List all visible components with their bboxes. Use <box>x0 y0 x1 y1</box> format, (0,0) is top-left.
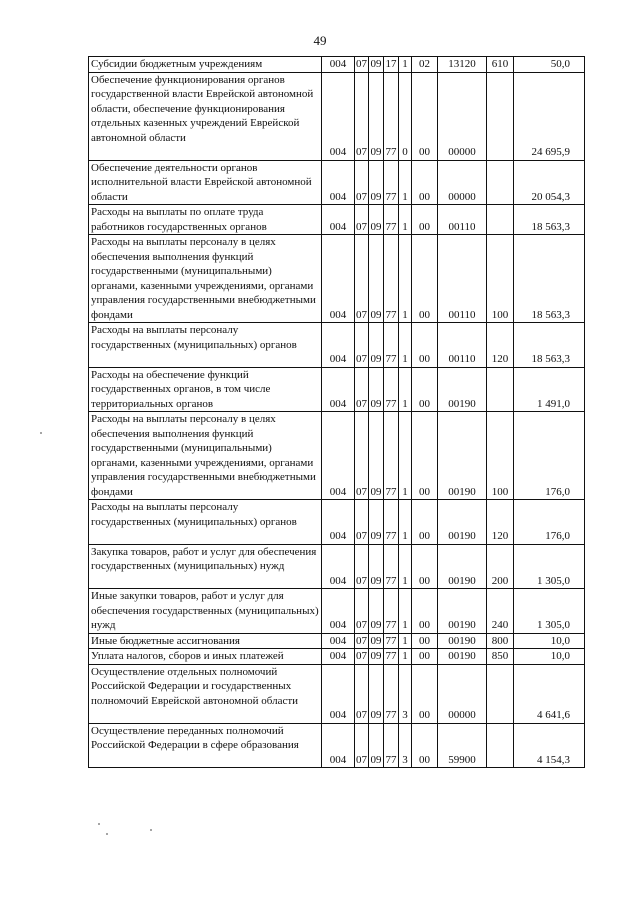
code-subprogram: 0 <box>399 72 412 160</box>
code-subprogram: 1 <box>399 649 412 665</box>
code-group: 00 <box>412 235 438 323</box>
code-admin: 004 <box>322 633 355 649</box>
code-subsection: 09 <box>369 589 384 634</box>
scan-speck <box>106 833 108 835</box>
code-subprogram: 1 <box>399 57 412 73</box>
code-program: 77 <box>384 235 399 323</box>
code-program: 77 <box>384 589 399 634</box>
row-name <box>89 57 322 73</box>
amount: 4 154,3 <box>514 723 585 768</box>
row-name <box>89 72 322 160</box>
code-subsection: 09 <box>369 367 384 412</box>
code-subsection: 09 <box>369 205 384 235</box>
code-subprogram: 1 <box>399 589 412 634</box>
row-name-text: Расходы на выплаты по оплате труда работников государственных органов <box>91 206 267 233</box>
row-name <box>89 649 322 665</box>
code-program: 77 <box>384 72 399 160</box>
table-row <box>89 57 585 73</box>
code-group: 00 <box>412 412 438 500</box>
row-name <box>89 235 322 323</box>
code-program: 17 <box>385 58 397 70</box>
code-subprogram: 1 <box>399 412 412 500</box>
table-row <box>89 589 585 634</box>
code-group: 00 <box>412 367 438 412</box>
code-subprogram: 1 <box>399 235 412 323</box>
row-name <box>89 664 322 723</box>
code-admin: 004 <box>322 589 355 634</box>
table-row <box>89 723 585 768</box>
code-expense-type: 240 <box>487 589 514 634</box>
scan-speck <box>40 432 42 434</box>
code-admin: 004 <box>322 160 355 205</box>
code-subsection: 09 <box>369 664 384 723</box>
code-section: 07 <box>356 650 367 662</box>
amount: 20 054,3 <box>514 160 585 205</box>
code-group: 00 <box>412 160 438 205</box>
row-name <box>89 367 322 412</box>
row-name-text: Обеспечение деятельности органов исполнительной власти Еврейской автономной области <box>91 161 312 203</box>
code-group: 00 <box>412 589 438 634</box>
code-subsection: 09 <box>369 412 384 500</box>
code-subsection: 09 <box>369 544 384 589</box>
code-program: 77 <box>384 367 399 412</box>
code-expense-type <box>487 160 514 205</box>
table-row <box>89 160 585 205</box>
row-name <box>89 633 322 649</box>
row-name <box>89 205 322 235</box>
table-row <box>89 235 585 323</box>
code-direction: 00190 <box>438 649 487 665</box>
table-row <box>89 323 585 368</box>
code-program: 77 <box>385 634 397 647</box>
code-direction: 00000 <box>438 72 487 160</box>
row-name-text: Осуществление переданных полномочий Российской Федерации в сфере образования <box>91 724 299 751</box>
code-section: 07 <box>356 634 367 647</box>
code-direction: 00190 <box>438 544 487 589</box>
code-section: 07 <box>355 235 369 323</box>
code-group: 00 <box>412 500 438 545</box>
code-section: 07 <box>355 160 369 205</box>
code-program: 77 <box>384 323 399 368</box>
code-subsection: 09 <box>369 72 384 160</box>
row-name <box>89 323 322 368</box>
code-subsection: 09 <box>370 650 382 662</box>
table-row <box>89 664 585 723</box>
code-expense-type <box>487 664 514 723</box>
code-section: 07 <box>356 58 367 70</box>
code-expense-type <box>487 72 514 160</box>
code-group: 00 <box>412 633 438 649</box>
amount: 18 563,3 <box>514 323 585 368</box>
amount: 176,0 <box>514 500 585 545</box>
code-direction: 00190 <box>438 367 487 412</box>
code-direction: 59900 <box>438 723 487 768</box>
code-group: 02 <box>412 57 438 73</box>
code-expense-type: 100 <box>487 235 514 323</box>
page-number: 49 <box>313 33 327 48</box>
code-program: 77 <box>384 723 399 768</box>
code-group: 00 <box>412 664 438 723</box>
table-row <box>89 500 585 545</box>
row-name-text: Расходы на выплаты персоналу государственных (муниципальных) органов <box>91 324 297 351</box>
code-direction: 00110 <box>438 323 487 368</box>
code-group: 00 <box>412 544 438 589</box>
code-direction: 00000 <box>438 160 487 205</box>
code-subsection: 09 <box>369 235 384 323</box>
amount: 24 695,9 <box>514 72 585 160</box>
code-direction: 00190 <box>438 633 487 649</box>
code-subprogram: 1 <box>399 160 412 205</box>
code-expense-type <box>487 205 514 235</box>
code-expense-type: 120 <box>487 500 514 545</box>
table-row <box>89 367 585 412</box>
amount: 1 305,0 <box>514 589 585 634</box>
row-name-text: Расходы на обеспечение функций государственных органов, в том числе территориальных органов <box>91 368 271 410</box>
code-admin: 004 <box>322 57 355 73</box>
code-expense-type <box>487 723 514 768</box>
table-row <box>89 72 585 160</box>
code-expense-type: 610 <box>487 57 514 73</box>
code-subsection: 09 <box>369 723 384 768</box>
code-direction: 00190 <box>438 500 487 545</box>
code-subprogram: 1 <box>399 633 412 649</box>
code-expense-type <box>487 367 514 412</box>
code-section: 07 <box>355 589 369 634</box>
code-expense-type: 120 <box>487 323 514 368</box>
code-admin: 004 <box>322 412 355 500</box>
code-program: 77 <box>384 412 399 500</box>
code-section: 07 <box>355 72 369 160</box>
code-admin: 004 <box>322 235 355 323</box>
row-name-text: Осуществление отдельных полномочий Российской Федерации и государственных полномочий Еврейской автономной области <box>91 665 299 707</box>
table-row <box>89 649 585 665</box>
code-admin: 004 <box>322 649 355 665</box>
code-admin: 004 <box>322 664 355 723</box>
code-subsection: 09 <box>369 323 384 368</box>
row-name <box>89 500 322 545</box>
code-subsection: 09 <box>370 634 382 647</box>
row-name-text: Уплата налогов, сборов и иных платежей <box>91 650 284 662</box>
code-section: 07 <box>355 664 369 723</box>
code-direction: 00110 <box>438 235 487 323</box>
code-subprogram: 1 <box>399 205 412 235</box>
row-name-text: Иные закупки товаров, работ и услуг для обеспечения государственных (муниципальных) нужд <box>91 590 319 631</box>
code-admin: 004 <box>322 205 355 235</box>
code-subsection: 09 <box>370 58 382 70</box>
row-name-text: Закупка товаров, работ и услуг для обеспечения государственных (муниципальных) нужд <box>91 545 317 572</box>
code-section: 07 <box>355 205 369 235</box>
code-subprogram: 1 <box>399 367 412 412</box>
code-subsection: 09 <box>369 500 384 545</box>
code-expense-type: 800 <box>487 633 514 649</box>
amount: 1 491,0 <box>514 367 585 412</box>
code-group: 00 <box>412 649 438 665</box>
code-admin: 004 <box>322 500 355 545</box>
code-admin: 004 <box>322 723 355 768</box>
code-expense-type: 200 <box>487 544 514 589</box>
row-name-text: Обеспечение функционирования органов государственной власти Еврейской автономной области, обеспечение функционирования отдельных казенных учреждений Еврейской автономной области <box>91 73 314 144</box>
code-admin: 004 <box>322 72 355 160</box>
scan-speck <box>98 823 100 825</box>
code-subprogram: 3 <box>399 664 412 723</box>
amount: 1 305,0 <box>514 544 585 589</box>
code-direction: 00190 <box>438 412 487 500</box>
code-group: 00 <box>412 205 438 235</box>
code-section: 07 <box>355 500 369 545</box>
code-program: 77 <box>384 544 399 589</box>
row-name <box>89 589 322 634</box>
amount: 176,0 <box>514 412 585 500</box>
code-program: 77 <box>384 205 399 235</box>
row-name-text: Расходы на выплаты персоналу государственных (муниципальных) органов <box>91 501 297 528</box>
code-program: 77 <box>384 664 399 723</box>
amount: 18 563,3 <box>514 235 585 323</box>
code-expense-type: 100 <box>487 412 514 500</box>
code-subprogram: 3 <box>399 723 412 768</box>
row-name-text: Иные бюджетные ассигнования <box>91 634 240 647</box>
code-group: 00 <box>412 72 438 160</box>
code-admin: 004 <box>322 367 355 412</box>
code-direction: 00000 <box>438 664 487 723</box>
code-section: 07 <box>355 544 369 589</box>
amount: 50,0 <box>514 57 585 73</box>
code-subsection: 09 <box>369 160 384 205</box>
code-subprogram: 1 <box>399 544 412 589</box>
row-name <box>89 412 322 500</box>
row-name-text: Расходы на выплаты персоналу в целях обеспечения выполнения функций государственными (муниципальными) органами, казенными учреждениями, органами управления государственными внебюджетными фондами <box>91 413 316 498</box>
row-name <box>89 160 322 205</box>
code-program: 77 <box>385 650 397 662</box>
table-row <box>89 544 585 589</box>
amount: 10,0 <box>514 649 585 665</box>
amount: 18 563,3 <box>514 205 585 235</box>
row-name <box>89 723 322 768</box>
table-body <box>89 57 585 768</box>
row-name <box>89 544 322 589</box>
code-expense-type: 850 <box>487 649 514 665</box>
code-program: 77 <box>384 500 399 545</box>
amount: 10,0 <box>514 633 585 649</box>
code-admin: 004 <box>322 323 355 368</box>
table-row <box>89 412 585 500</box>
code-group: 00 <box>412 323 438 368</box>
code-subprogram: 1 <box>399 500 412 545</box>
code-section: 07 <box>355 723 369 768</box>
amount: 4 641,6 <box>514 664 585 723</box>
budget-table <box>88 56 585 768</box>
row-name-text: Субсидии бюджетным учреждениям <box>91 58 263 70</box>
code-direction: 00110 <box>438 205 487 235</box>
table-row <box>89 633 585 649</box>
code-section: 07 <box>355 323 369 368</box>
code-admin: 004 <box>322 544 355 589</box>
code-direction: 00190 <box>438 589 487 634</box>
code-group: 00 <box>412 723 438 768</box>
row-name-text: Расходы на выплаты персоналу в целях обеспечения выполнения функций государственными (муниципальными) органами, казенными учреждениями, органами управления государственными внебюджетными фондами <box>91 236 316 321</box>
code-direction: 13120 <box>438 57 487 73</box>
code-subprogram: 1 <box>399 323 412 368</box>
code-program: 77 <box>384 160 399 205</box>
code-section: 07 <box>355 367 369 412</box>
table-row <box>89 205 585 235</box>
scan-speck <box>150 829 152 831</box>
code-section: 07 <box>355 412 369 500</box>
